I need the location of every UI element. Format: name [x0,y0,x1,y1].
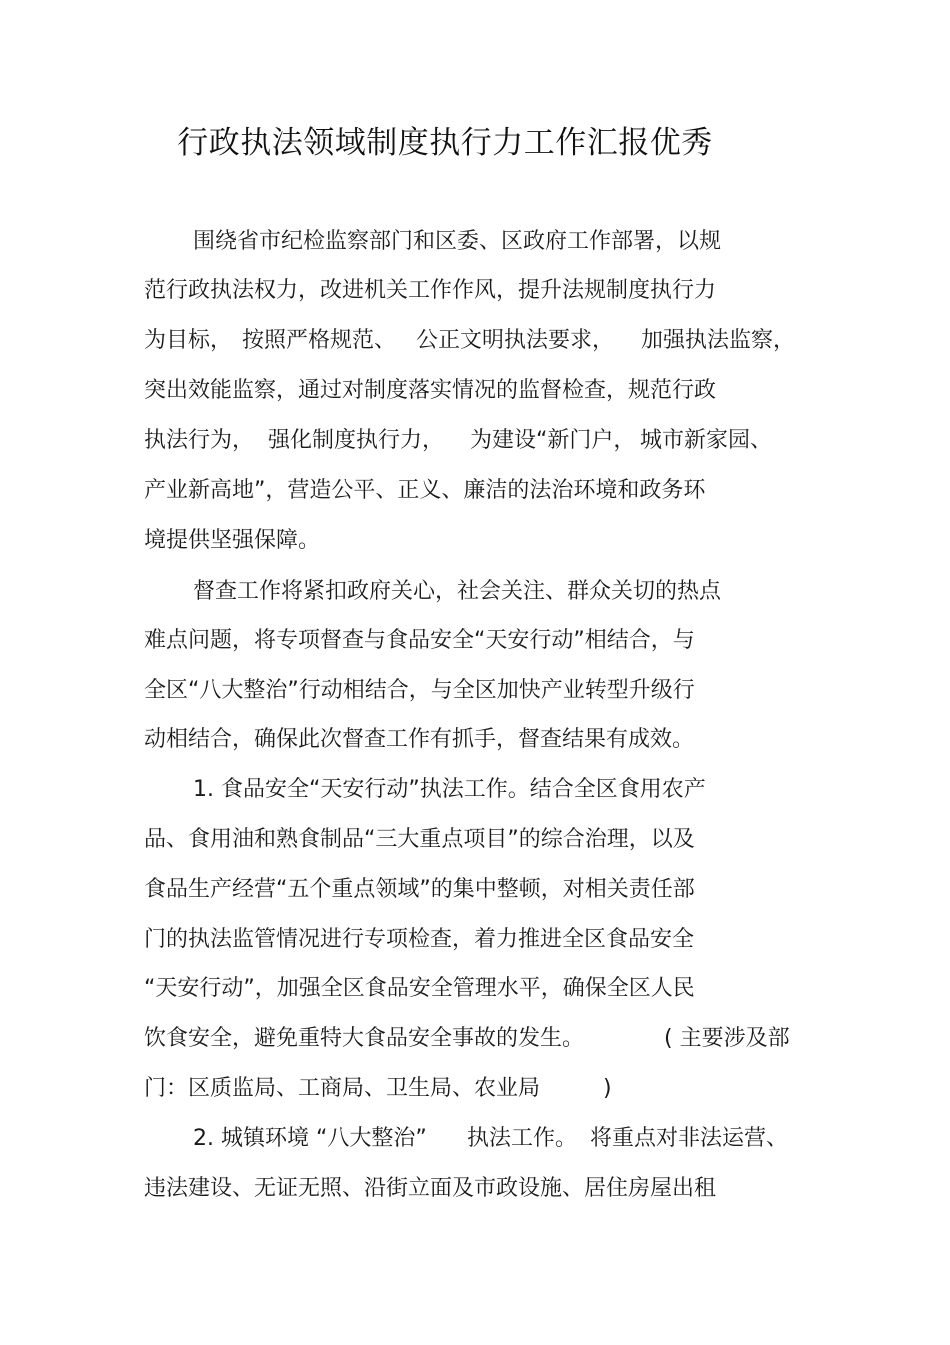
text-segment: “天安行动”，加强全区食品安全管理水平，确保全区人民 [144,976,695,1001]
text-segment: 突出效能监察，通过对制度落实情况的监督检查，规范行政 [144,378,717,403]
text-segment: 公正文明执法要求， [416,328,615,353]
text-line [0,920,950,960]
text-line [0,870,950,910]
text-segment: 执法工作。 [467,1126,578,1151]
text-segment: 1. 食品安全“天安行动”执法工作。结合全区食用农产 [193,777,706,802]
text-line [0,1069,950,1109]
text-line [0,421,950,461]
text-line [0,820,950,860]
text-line [0,1019,950,1059]
text-segment: 强化制度执行力， [268,428,445,453]
text-segment: ( 主要涉及部 [664,1026,790,1051]
text-segment: 范行政执法权力，改进机关工作作风，提升法规制度执行力 [144,278,717,303]
text-line [0,271,950,311]
text-segment: 品、食用油和熟食制品“三大重点项目”的综合治理，以及 [144,827,695,852]
document-title: 行政执法领域制度执行力工作汇报优秀 [177,125,713,161]
text-segment: ) [603,1076,612,1101]
text-line [0,770,950,810]
text-segment: 为目标， [144,328,233,353]
text-segment: 为建设“新门户， [470,428,636,453]
text-segment: 围绕省市纪检监察部门和区委、区政府工作部署，以规 [193,229,722,254]
text-segment: 动相结合，确保此次督查工作有抓手，督查结果有成效。 [144,727,695,752]
text-segment: 按照严格规范、 [242,328,397,353]
text-line [0,371,950,411]
text-segment: 城市新家园、 [640,428,773,453]
text-line [0,1119,950,1159]
text-segment: 门的执法监管情况进行专项检查，着力推进全区食品安全 [144,927,695,952]
text-line [0,969,950,1009]
text-line [0,471,950,511]
text-segment: 产业新高地”，营造公平、正义、廉洁的法治环境和政务环 [144,478,706,503]
text-segment: 加强执法监察， [641,328,796,353]
text-segment: 将重点对非法运营、 [590,1126,789,1151]
text-segment: 违法建设、无证无照、沿街立面及市政设施、居住房屋出租 [144,1176,717,1201]
text-segment: 境提供坚强保障。 [144,528,321,553]
text-segment: 全区“八大整治”行动相结合，与全区加快产业转型升级行 [144,678,695,703]
text-segment: 执法行为， [144,428,255,453]
text-line [0,1169,950,1209]
text-segment: 2. 城镇环境 “八大整治” [193,1126,427,1151]
text-line [0,521,950,561]
text-line [0,222,950,262]
text-line [0,720,950,760]
text-segment: 门：区质监局、工商局、卫生局、农业局 [144,1076,541,1101]
text-line [0,572,950,612]
text-line [0,671,950,711]
text-line [0,321,950,361]
text-segment: 督查工作将紧扣政府关心，社会关注、群众关切的热点 [193,579,722,604]
text-segment: 难点问题，将专项督查与食品安全“天安行动”相结合，与 [144,628,695,653]
text-line [0,621,950,661]
text-segment: 饮食安全，避免重特大食品安全事故的发生。 [144,1026,585,1051]
text-segment: 食品生产经营“五个重点领域”的集中整顿，对相关责任部 [144,877,695,902]
